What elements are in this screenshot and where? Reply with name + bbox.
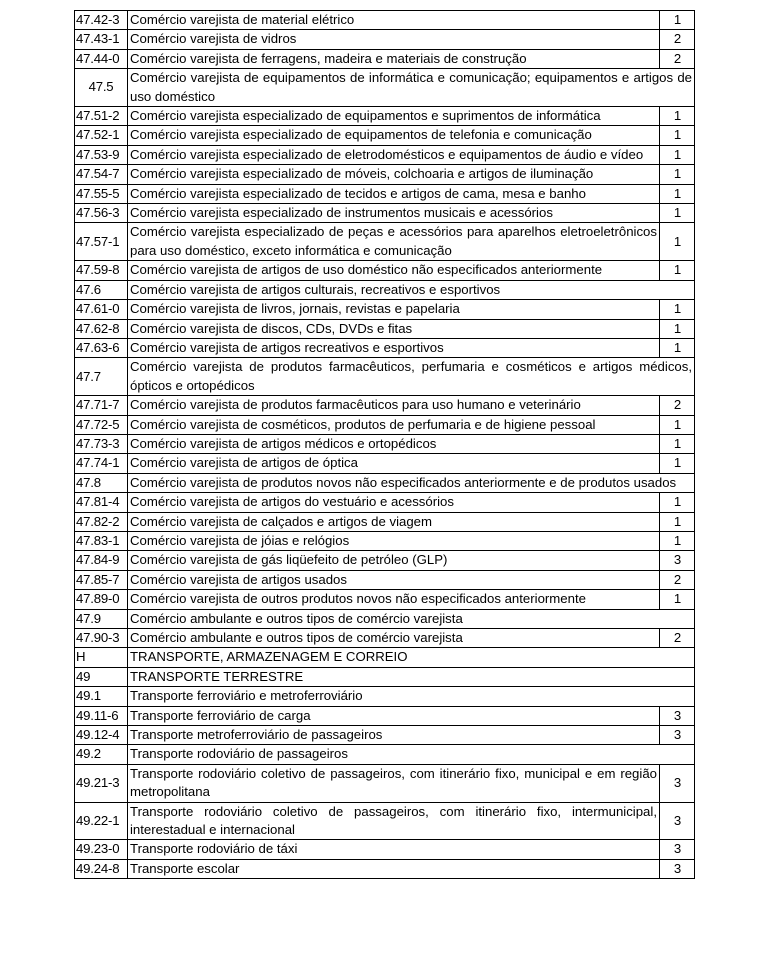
risk-degree: 1 <box>660 204 695 223</box>
activity-description: Comércio varejista de discos, CDs, DVDs e fitas <box>128 319 660 338</box>
risk-degree: 1 <box>660 531 695 550</box>
risk-degree: 3 <box>660 840 695 859</box>
cnae-code: 47.9 <box>75 609 128 628</box>
risk-degree: 1 <box>660 590 695 609</box>
activity-description: TRANSPORTE, ARMAZENAGEM E CORREIO <box>128 648 695 667</box>
table-row <box>75 590 695 609</box>
cnae-code: 47.7 <box>75 358 128 396</box>
activity-description: Comércio varejista de gás liqüefeito de petróleo (GLP) <box>128 551 660 570</box>
activity-description: Transporte rodoviário de passageiros <box>128 745 695 764</box>
risk-degree: 1 <box>660 11 695 30</box>
cnae-code: 47.72-5 <box>75 415 128 434</box>
activity-description: Transporte rodoviário coletivo de passageiros, com itinerário fixo, municipal e em região metropolitana <box>128 764 660 802</box>
risk-degree: 1 <box>660 261 695 280</box>
table-row <box>75 570 695 589</box>
risk-degree: 1 <box>660 493 695 512</box>
table-row <box>75 434 695 453</box>
risk-degree: 1 <box>660 107 695 126</box>
cnae-code: 47.82-2 <box>75 512 128 531</box>
cnae-code: 47.6 <box>75 280 128 299</box>
activity-description: Comércio varejista de calçados e artigos de viagem <box>128 512 660 531</box>
risk-degree: 2 <box>660 49 695 68</box>
table-row <box>75 11 695 30</box>
activity-description: Transporte metroferroviário de passageiros <box>128 726 660 745</box>
activity-description: Comércio varejista de vidros <box>128 30 660 49</box>
cnae-code: 47.59-8 <box>75 261 128 280</box>
activity-description: Comércio varejista de jóias e relógios <box>128 531 660 550</box>
risk-degree: 2 <box>660 396 695 415</box>
risk-degree: 3 <box>660 551 695 570</box>
cnae-code: 47.90-3 <box>75 629 128 648</box>
activity-description: Comércio varejista de livros, jornais, revistas e papelaria <box>128 300 660 319</box>
activity-description: Comércio varejista especializado de equipamentos de telefonia e comunicação <box>128 126 660 145</box>
table-row <box>75 338 695 357</box>
table-row <box>75 145 695 164</box>
risk-degree: 3 <box>660 764 695 802</box>
risk-degree: 3 <box>660 706 695 725</box>
cnae-code: 47.52-1 <box>75 126 128 145</box>
risk-degree: 2 <box>660 570 695 589</box>
cnae-code: 47.89-0 <box>75 590 128 609</box>
table-row <box>75 300 695 319</box>
table-row <box>75 69 695 107</box>
activity-description: Comércio ambulante e outros tipos de comércio varejista <box>128 629 660 648</box>
risk-degree: 1 <box>660 145 695 164</box>
table-row <box>75 764 695 802</box>
table-row <box>75 30 695 49</box>
table-row <box>75 184 695 203</box>
activity-description: Comércio varejista de equipamentos de informática e comunicação; equipamentos e artigos de uso doméstico <box>128 69 695 107</box>
activity-description: Transporte rodoviário de táxi <box>128 840 660 859</box>
activity-description: Comércio varejista especializado de peças e acessórios para aparelhos eletroeletrônicos para uso doméstico, exceto informática e comunicação <box>128 223 660 261</box>
activity-description: Comércio varejista de produtos novos não especificados anteriormente e de produtos usados <box>128 473 695 492</box>
risk-degree: 1 <box>660 184 695 203</box>
cnae-code: 49.22-1 <box>75 802 128 840</box>
table-row <box>75 493 695 512</box>
table-row <box>75 706 695 725</box>
risk-degree: 1 <box>660 165 695 184</box>
cnae-code: 47.74-1 <box>75 454 128 473</box>
table-body <box>75 11 695 879</box>
table-row <box>75 49 695 68</box>
cnae-code: 47.42-3 <box>75 11 128 30</box>
risk-degree: 1 <box>660 126 695 145</box>
table-row <box>75 512 695 531</box>
cnae-code: 47.71-7 <box>75 396 128 415</box>
cnae-code: 49.21-3 <box>75 764 128 802</box>
activity-description: Comércio varejista especializado de eletrodomésticos e equipamentos de áudio e vídeo <box>128 145 660 164</box>
cnae-code: 49 <box>75 667 128 686</box>
table-row <box>75 859 695 878</box>
activity-description: Transporte escolar <box>128 859 660 878</box>
table-row <box>75 687 695 706</box>
activity-description: Comércio ambulante e outros tipos de comércio varejista <box>128 609 695 628</box>
cnae-code: 47.73-3 <box>75 434 128 453</box>
table-row <box>75 415 695 434</box>
activity-description: Comércio varejista de artigos de óptica <box>128 454 660 473</box>
table-row <box>75 531 695 550</box>
cnae-code: 49.12-4 <box>75 726 128 745</box>
activity-description: Comércio varejista especializado de tecidos e artigos de cama, mesa e banho <box>128 184 660 203</box>
risk-degree: 1 <box>660 300 695 319</box>
cnae-code: 49.1 <box>75 687 128 706</box>
activity-description: Comércio varejista de artigos médicos e ortopédicos <box>128 434 660 453</box>
activity-description: Comércio varejista de ferragens, madeira e materiais de construção <box>128 49 660 68</box>
cnae-code: 49.11-6 <box>75 706 128 725</box>
risk-degree: 1 <box>660 319 695 338</box>
activity-description: Comércio varejista de artigos de uso doméstico não especificados anteriormente <box>128 261 660 280</box>
risk-degree: 1 <box>660 223 695 261</box>
risk-degree: 2 <box>660 629 695 648</box>
activity-description: Comércio varejista especializado de equipamentos e suprimentos de informática <box>128 107 660 126</box>
cnae-code: 47.8 <box>75 473 128 492</box>
table-row <box>75 107 695 126</box>
table-row <box>75 280 695 299</box>
activity-description: Comércio varejista de artigos do vestuário e acessórios <box>128 493 660 512</box>
cnae-code: 47.81-4 <box>75 493 128 512</box>
table-row <box>75 473 695 492</box>
table-row <box>75 454 695 473</box>
cnae-code: 47.5 <box>75 69 128 107</box>
activity-description: Comércio varejista de material elétrico <box>128 11 660 30</box>
table-row <box>75 204 695 223</box>
activity-description: TRANSPORTE TERRESTRE <box>128 667 695 686</box>
risk-degree: 1 <box>660 434 695 453</box>
table-row <box>75 396 695 415</box>
activity-description: Comércio varejista de artigos usados <box>128 570 660 589</box>
table-row <box>75 745 695 764</box>
cnae-code: 47.44-0 <box>75 49 128 68</box>
table-row <box>75 551 695 570</box>
cnae-code: 47.84-9 <box>75 551 128 570</box>
table-row <box>75 261 695 280</box>
cnae-code: 47.54-7 <box>75 165 128 184</box>
activity-description: Comércio varejista de produtos farmacêuticos para uso humano e veterinário <box>128 396 660 415</box>
cnae-code: 47.63-6 <box>75 338 128 357</box>
cnae-code: 49.2 <box>75 745 128 764</box>
risk-degree: 3 <box>660 802 695 840</box>
risk-degree: 1 <box>660 338 695 357</box>
risk-degree: 3 <box>660 859 695 878</box>
table-row <box>75 726 695 745</box>
table-row <box>75 802 695 840</box>
table-row <box>75 319 695 338</box>
table-row <box>75 629 695 648</box>
cnae-code: 47.56-3 <box>75 204 128 223</box>
activity-description: Comércio varejista de artigos culturais, recreativos e esportivos <box>128 280 695 299</box>
cnae-activity-table <box>74 10 695 879</box>
cnae-code: 47.85-7 <box>75 570 128 589</box>
cnae-code: 47.61-0 <box>75 300 128 319</box>
table-row <box>75 358 695 396</box>
risk-degree: 2 <box>660 30 695 49</box>
table-row <box>75 609 695 628</box>
cnae-code: 47.55-5 <box>75 184 128 203</box>
cnae-code: 49.24-8 <box>75 859 128 878</box>
activity-description: Transporte rodoviário coletivo de passageiros, com itinerário fixo, intermunicipal, interestadual e internacional <box>128 802 660 840</box>
table-row <box>75 648 695 667</box>
cnae-code: 47.57-1 <box>75 223 128 261</box>
risk-degree: 1 <box>660 415 695 434</box>
activity-description: Comércio varejista especializado de instrumentos musicais e acessórios <box>128 204 660 223</box>
table-row <box>75 165 695 184</box>
risk-degree: 3 <box>660 726 695 745</box>
cnae-code: 47.83-1 <box>75 531 128 550</box>
document-page <box>74 10 694 879</box>
table-row <box>75 223 695 261</box>
cnae-code: 49.23-0 <box>75 840 128 859</box>
activity-description: Comércio varejista de outros produtos novos não especificados anteriormente <box>128 590 660 609</box>
risk-degree: 1 <box>660 454 695 473</box>
table-row <box>75 840 695 859</box>
risk-degree: 1 <box>660 512 695 531</box>
cnae-code: 47.62-8 <box>75 319 128 338</box>
cnae-code: 47.43-1 <box>75 30 128 49</box>
activity-description: Comércio varejista de cosméticos, produtos de perfumaria e de higiene pessoal <box>128 415 660 434</box>
activity-description: Comércio varejista de produtos farmacêuticos, perfumaria e cosméticos e artigos médicos, ópticos e ortopédicos <box>128 358 695 396</box>
activity-description: Comércio varejista especializado de móveis, colchoaria e artigos de iluminação <box>128 165 660 184</box>
activity-description: Comércio varejista de artigos recreativos e esportivos <box>128 338 660 357</box>
table-row <box>75 126 695 145</box>
cnae-code: 47.51-2 <box>75 107 128 126</box>
cnae-code: H <box>75 648 128 667</box>
activity-description: Transporte ferroviário e metroferroviário <box>128 687 695 706</box>
cnae-code: 47.53-9 <box>75 145 128 164</box>
activity-description: Transporte ferroviário de carga <box>128 706 660 725</box>
table-row <box>75 667 695 686</box>
